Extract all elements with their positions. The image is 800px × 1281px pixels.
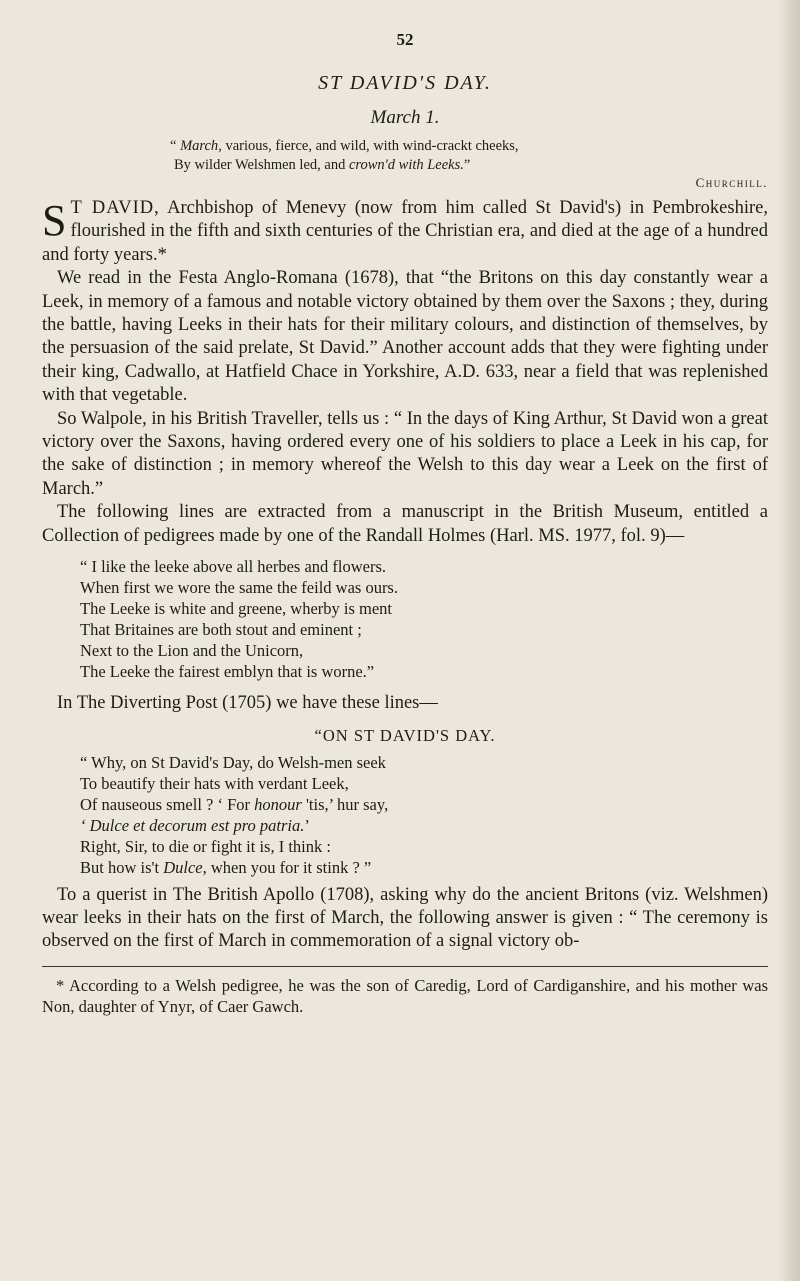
verse-line: That Britaines are both stout and eminent ; <box>80 620 362 640</box>
paragraph-2: We read in the Festa Anglo-Romana (1678), that “the Britons on this day constantly wear a Leek, in memory of a famous and notable victory obtained by them over the Saxons ; they, during the battle, having Leeks in their hats for their military colours, and distinction of themselves, by the persuasion of the said prelate, St David.” Another account adds that they were fighting under their king, Cadwallo, at Hatfield Chace in Yorkshire, A.D. 633, near a field that was replenished with that vegetable. <box>42 268 768 406</box>
epigraph <box>170 137 640 175</box>
verse-line: The Leeke the fairest emblyn that is worne.” <box>80 662 375 682</box>
footnote-divider <box>42 966 768 967</box>
epigraph-line-1: “ March, various, fierce, and wild, with wind-crackt cheeks, <box>170 138 519 154</box>
verse-line: Right, Sir, to die or fight it is, I think : <box>80 836 331 856</box>
verse-line: “ Why, on St David's Day, do Welsh-men seek <box>80 752 386 772</box>
verse-line: ‘ Dulce et decorum est pro patria.’ <box>80 815 310 835</box>
verse-leeke <box>80 556 768 682</box>
epigraph-attribution: Churchill. <box>695 175 768 190</box>
verse-heading: “ON ST DAVID'S DAY. <box>314 725 496 745</box>
verse-line: When first we wore the same the feild was ours. <box>80 578 398 598</box>
verse-line: But how is't Dulce, when you for it stink ? ” <box>80 857 372 877</box>
verse-line: “ I like the leeke above all herbes and flowers. <box>80 557 387 577</box>
verse-line: To beautify their hats with verdant Leek, <box>80 773 349 793</box>
paragraph-6: To a querist in The British Apollo (1708), asking why do the ancient Britons (viz. Welshmen) wear leeks in their hats on the first of March, the following answer is given : “ The ceremony is observed on the first of March in commemoration of a signal victory ob- <box>42 884 768 952</box>
chapter-date: March 1. <box>370 107 440 128</box>
verse-st-davids-day <box>80 752 768 878</box>
footnote: * According to a Welsh pedigree, he was the son of Caredig, Lord of Cardiganshire, and his mother was Non, daughter of Ynyr, of Caer Gawch. <box>42 975 768 1016</box>
verse-line: Of nauseous smell ? ‘ For honour 'tis,’ hur say, <box>80 794 389 814</box>
epigraph-line-2: By wilder Welshmen led, and crown'd with Leeks.” <box>174 157 471 173</box>
verse-line: The Leeke is white and greene, wherby is ment <box>80 599 393 619</box>
page-edge-shadow <box>778 0 800 1281</box>
paragraph-4: The following lines are extracted from a manuscript in the British Museum, entitled a Collection of pedigrees made by one of the Randall Holmes (Harl. MS. 1977, fol. 9)— <box>42 502 768 546</box>
page-number: 52 <box>396 30 414 49</box>
verse-line: Next to the Lion and the Unicorn, <box>80 641 304 661</box>
paragraph-5: In The Diverting Post (1705) we have these lines— <box>57 693 438 714</box>
chapter-title: ST DAVID'S DAY. <box>318 72 492 94</box>
book-page <box>42 30 768 1017</box>
paragraph-3: So Walpole, in his British Traveller, tells us : “ In the days of King Arthur, St David won a great victory over the Saxons, having ordered every one of his soldiers to place a Leek in his cap, for the sake of distinction ; in memory whereof the Welsh to this day wear a Leek on the first of March.” <box>42 408 768 499</box>
drop-cap: S <box>42 196 67 245</box>
paragraph-1: S T DAVID, Archbishop of Menevy (now from him called St David's) in Pembrokeshire, flourished in the fifth and sixth centuries of the Christian era, and died at the age of a hundred and forty years.* <box>42 196 768 265</box>
